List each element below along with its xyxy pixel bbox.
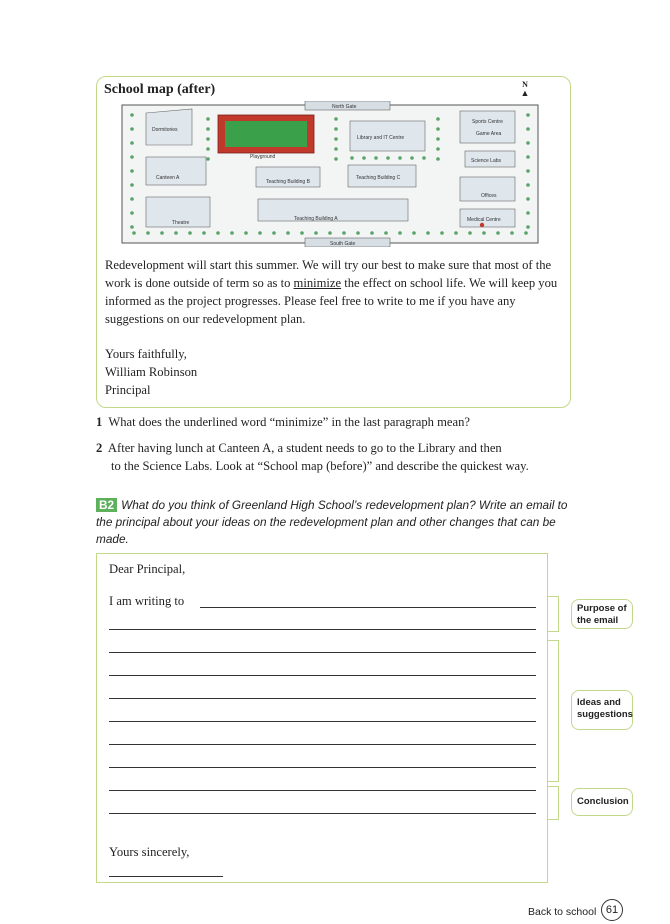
body-text-2: the effect on school life. We will keep you informed as the project progresses. Please feel free to write to me if you have any suggestions on our redevelopment plan. [105,276,558,326]
bracket-conclusion [548,786,559,820]
tree-icon [244,231,248,235]
map-label-theatre: Theatre [172,220,190,226]
writing-line[interactable] [109,790,536,791]
tree-icon [526,141,530,145]
tree-icon [334,157,338,161]
map-title: School map (after) [104,82,216,97]
tree-icon [146,231,150,235]
tree-icon [436,127,440,131]
tree-icon [272,231,276,235]
task-instruction [96,497,576,548]
tree-icon [130,211,134,215]
tree-icon [230,231,234,235]
letter-closing [105,345,565,399]
tree-icon [206,147,210,151]
question-number: 1 [96,415,103,429]
question-text: After having lunch at Canteen A, a student needs to go to the Library and then [107,441,502,455]
map-label-medical-centre: Medical Centre [467,217,501,223]
tree-icon [410,156,414,160]
signature-line[interactable] [109,876,223,877]
signer-name: William Robinson [105,365,198,379]
tree-icon [160,231,164,235]
tree-icon [526,127,530,131]
question-2 [96,439,576,475]
question-1 [96,413,470,431]
tree-icon [526,113,530,117]
writing-line[interactable] [109,744,536,745]
writing-line[interactable] [109,767,536,768]
sports-centre-building [460,111,515,143]
tree-icon [334,147,338,151]
tree-icon [188,231,192,235]
closing-text: Yours faithfully, [105,347,187,361]
map-label-teaching-c: Teaching Building C [356,175,401,181]
tree-icon [202,231,206,235]
tree-icon [370,231,374,235]
tree-icon [362,156,366,160]
tag-purpose-line2: the email [577,615,619,626]
tree-icon [526,197,530,201]
tree-icon [526,225,530,229]
map-label-science-labs: Science Labs [471,158,502,164]
tree-icon [356,231,360,235]
tree-icon [412,231,416,235]
bracket-ideas [548,640,559,782]
tree-icon [132,231,136,235]
map-label-south-gate: South Gate [330,241,356,247]
writing-line[interactable] [109,721,536,722]
tree-icon [398,231,402,235]
bracket-purpose [548,596,559,632]
tree-icon [130,113,134,117]
tree-icon [374,156,378,160]
underlined-word: minimize [293,276,342,290]
tree-icon [174,231,178,235]
tree-icon [258,231,262,235]
map-label-playground: Playground [250,154,276,160]
tree-icon [334,137,338,141]
tree-icon [436,157,440,161]
map-label-canteen-a: Canteen A [156,175,180,181]
map-label-teaching-a: Teaching Building A [294,216,338,222]
tree-icon [398,156,402,160]
tree-icon [454,231,458,235]
tree-icon [300,231,304,235]
tree-icon [206,117,210,121]
task-badge: B2 [96,498,117,512]
tag-conclusion: Conclusion [571,788,633,816]
writing-line[interactable] [109,675,536,676]
writing-line[interactable] [109,652,536,653]
page-number: 61 [601,899,623,921]
tree-icon [384,231,388,235]
tree-icon [130,169,134,173]
writing-line[interactable] [109,629,536,630]
instruction-line-1: What do you think of Greenland High School’s redevelopment plan? Write an email to [121,498,568,512]
tag-purpose [571,599,633,629]
tree-icon [130,225,134,229]
tree-icon [334,127,338,131]
tree-icon [342,231,346,235]
question-number: 2 [96,441,103,455]
tree-icon [216,231,220,235]
email-opening: I am writing to [109,594,185,608]
tree-icon [510,231,514,235]
tree-icon [328,231,332,235]
tree-icon [334,117,338,121]
map-label-game-area: Game Area [476,131,502,137]
tree-icon [496,231,500,235]
writing-line[interactable] [109,698,536,699]
tree-icon [314,231,318,235]
tag-purpose-line1: Purpose of [577,603,627,614]
email-sign-off: Yours sincerely, [109,845,190,859]
tag-ideas [571,690,633,730]
tree-icon [206,157,210,161]
map-label-sports-centre: Sports Centre [472,119,503,125]
map-label-dormitories: Dormitories [152,127,178,133]
footer-section: Back to school [528,906,597,918]
tree-icon [286,231,290,235]
tree-icon [440,231,444,235]
question-text-line2: to the Science Labs. Look at “School map (before)” and describe the quickest way. [111,459,529,473]
body-text-1: Redevelopment will start this summer. We will try our best to make sure that most of the work is done outside of term so as to [105,258,552,290]
tree-icon [206,127,210,131]
writing-line[interactable] [109,813,536,814]
tree-icon [426,231,430,235]
tree-icon [130,197,134,201]
tree-icon [206,137,210,141]
tree-icon [524,231,528,235]
school-map [120,101,540,247]
writing-line[interactable] [200,607,536,608]
tree-icon [350,156,354,160]
tag-ideas-line1: Ideas and [577,697,621,708]
tree-icon [436,117,440,121]
letter-body [105,256,565,328]
email-greeting: Dear Principal, [109,562,186,576]
tree-icon [436,137,440,141]
tree-icon [482,231,486,235]
tree-icon [130,183,134,187]
tree-icon [436,147,440,151]
tree-icon [526,183,530,187]
map-label-north-gate: North Gate [332,104,357,110]
north-arrow-icon: N ▲ [520,80,530,98]
tree-icon [526,155,530,159]
signer-title: Principal [105,383,151,397]
tree-icon [386,156,390,160]
tree-icon [526,169,530,173]
question-text: What does the underlined word “minimize” in the last paragraph mean? [108,415,470,429]
tree-icon [468,231,472,235]
tree-icon [526,211,530,215]
map-label-offices: Offices [481,193,497,199]
tree-icon [422,156,426,160]
north-label: N [522,80,528,89]
map-label-library: Library and IT Centre [357,135,405,141]
tree-icon [130,127,134,131]
instruction-line-2: the principal about your ideas on the redevelopment plan and other changes that can be [96,515,556,529]
map-label-teaching-b: Teaching Building B [266,179,310,185]
tag-ideas-line2: suggestions [577,709,633,720]
instruction-line-3: made. [96,532,129,546]
tree-icon [130,155,134,159]
tree-icon [130,141,134,145]
